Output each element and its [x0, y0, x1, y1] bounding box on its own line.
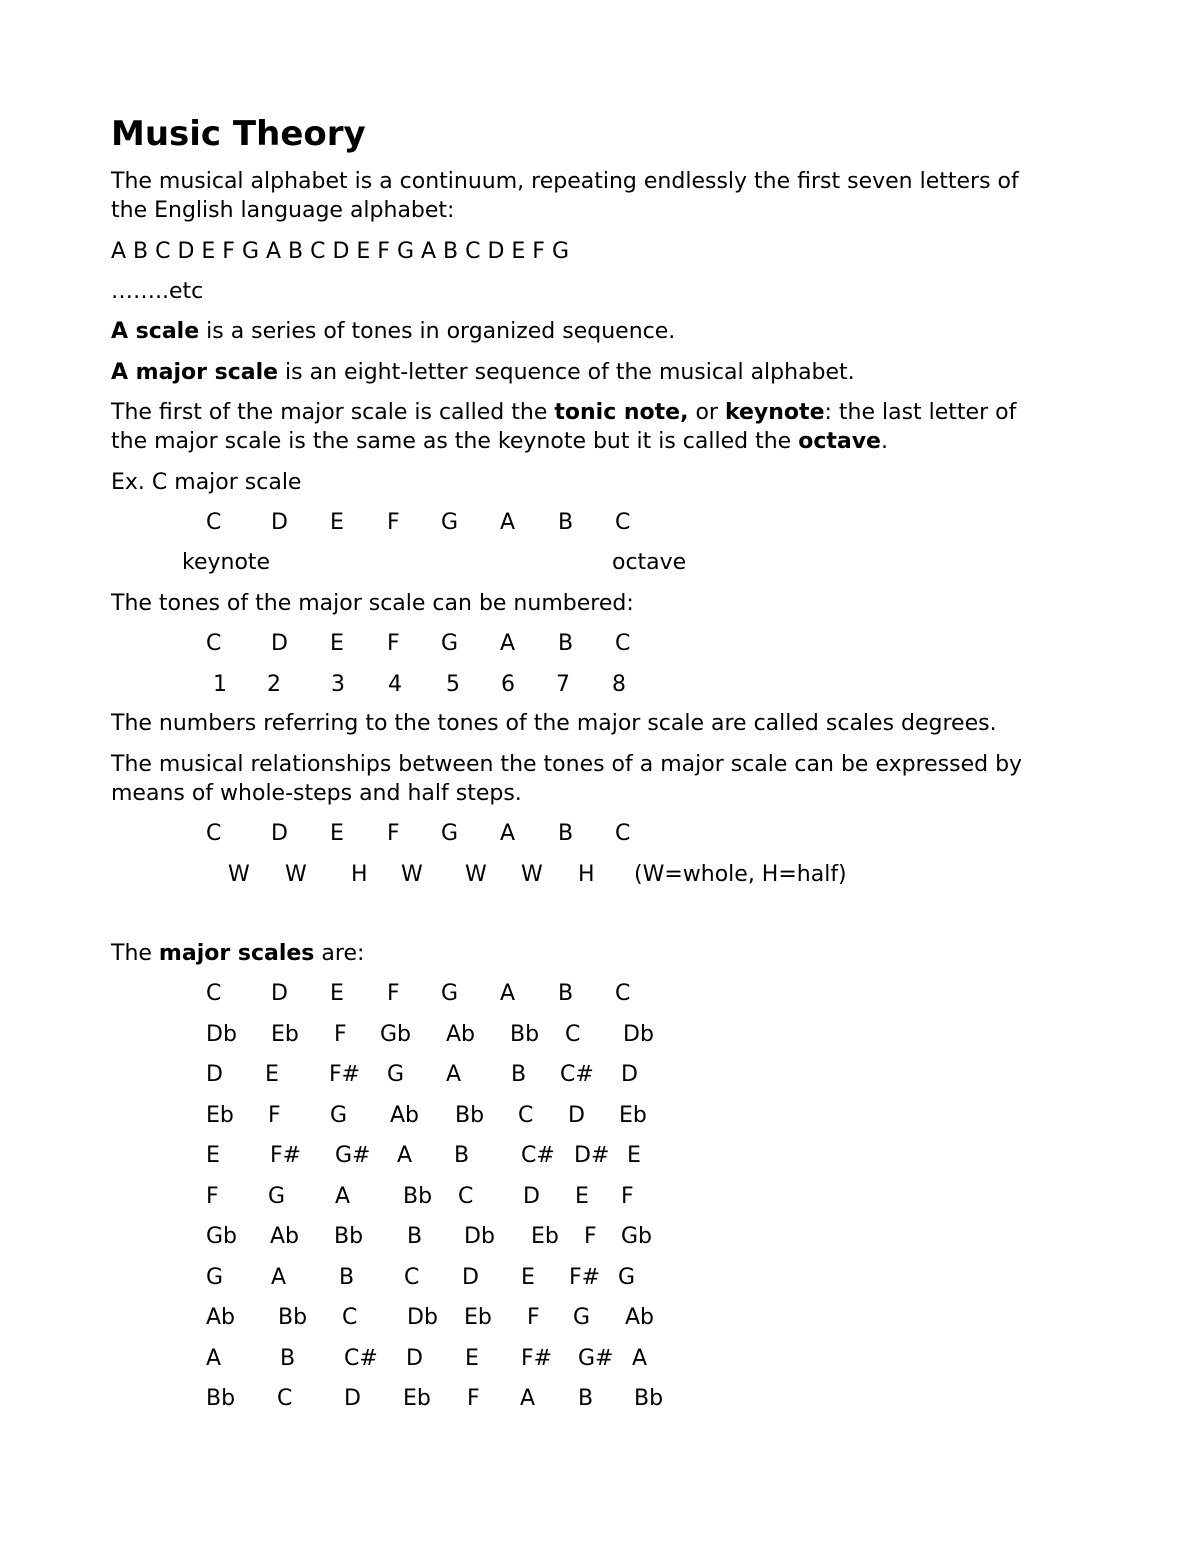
major-scale-definition — [111, 358, 855, 387]
scale-note-cell: D — [206, 1062, 223, 1087]
scale-note-cell: E — [265, 1062, 279, 1087]
note-cell: D — [271, 821, 288, 846]
etc-text: ……..etc — [111, 279, 204, 304]
note-cell: F — [387, 510, 400, 535]
scale-note-cell: A — [520, 1386, 536, 1411]
scale-note-cell: C# — [521, 1143, 555, 1168]
tonic-note-term: tonic note, — [554, 400, 689, 425]
note-cell: C — [206, 631, 222, 656]
scale-note-cell: Bb — [278, 1305, 308, 1330]
scale-note-cell: Db — [407, 1305, 438, 1330]
scale-note-cell: B — [339, 1265, 355, 1290]
scale-note-cell: E — [465, 1346, 479, 1371]
scale-note-cell: B — [558, 981, 574, 1006]
scale-definition — [111, 317, 675, 346]
tonic-line-2 — [111, 427, 888, 456]
scale-note-cell: D# — [574, 1143, 610, 1168]
scale-note-cell: F# — [569, 1265, 601, 1290]
note-cell: A — [500, 821, 516, 846]
note-cell: G — [441, 631, 459, 656]
scale-note-cell: A — [206, 1346, 222, 1371]
scale-note-cell: A — [500, 981, 516, 1006]
steps-legend: (W=whole, H=half) — [634, 862, 847, 887]
octave-term: octave — [798, 429, 881, 454]
scale-definition-text: is a series of tones in organized sequence. — [199, 319, 676, 344]
tonic-text-4: the major scale is the same as the keynote but it is called the — [111, 429, 799, 454]
step-cell: W — [521, 862, 543, 887]
scale-note-cell: G — [387, 1062, 405, 1087]
note-cell: D — [271, 631, 288, 656]
degree-cell: 3 — [331, 672, 345, 697]
scale-note-cell: F — [467, 1386, 480, 1411]
major-scales-term: major scales — [158, 941, 315, 966]
scale-note-cell: Ab — [625, 1305, 655, 1330]
scale-note-cell: C — [458, 1184, 474, 1209]
scale-note-cell: F — [584, 1224, 597, 1249]
note-cell: E — [330, 821, 344, 846]
scale-note-cell: Gb — [621, 1224, 653, 1249]
note-cell: C — [615, 821, 631, 846]
scale-note-cell: A — [632, 1346, 648, 1371]
scale-note-cell: G — [330, 1103, 348, 1128]
major-scales-intro-text-2: are: — [314, 941, 365, 966]
octave-label: octave — [612, 550, 687, 575]
scale-note-cell: E — [330, 981, 344, 1006]
scale-note-cell: Bb — [334, 1224, 364, 1249]
scale-note-cell: Eb — [206, 1103, 234, 1128]
note-cell: F — [387, 631, 400, 656]
tonic-text-5: . — [880, 429, 888, 454]
alphabet-sequence: A B C D E F G A B C D E F G A B C D E F G — [111, 239, 570, 264]
scale-note-cell: Ab — [390, 1103, 420, 1128]
scale-note-cell: D — [271, 981, 288, 1006]
scale-note-cell: C — [565, 1022, 581, 1047]
degree-cell: 8 — [612, 672, 626, 697]
scale-note-cell: D — [462, 1265, 479, 1290]
scale-note-cell: C — [277, 1386, 293, 1411]
scale-note-cell: F# — [521, 1346, 553, 1371]
scale-note-cell: F — [387, 981, 400, 1006]
scale-note-cell: B — [511, 1062, 527, 1087]
scale-note-cell: E — [575, 1184, 589, 1209]
scale-note-cell: B — [280, 1346, 296, 1371]
scale-note-cell: F — [334, 1022, 347, 1047]
note-cell: A — [500, 631, 516, 656]
note-cell: C — [615, 631, 631, 656]
scale-note-cell: Eb — [531, 1224, 559, 1249]
note-cell: C — [615, 510, 631, 535]
major-scale-definition-text: is an eight-letter sequence of the musical alphabet. — [278, 360, 855, 385]
note-cell: B — [558, 631, 574, 656]
scale-note-cell: G — [573, 1305, 591, 1330]
scale-note-cell: F — [527, 1305, 540, 1330]
scale-note-cell: B — [407, 1224, 423, 1249]
scale-note-cell: Eb — [403, 1386, 431, 1411]
degree-cell: 4 — [388, 672, 402, 697]
scale-note-cell: C — [404, 1265, 420, 1290]
scale-note-cell: E — [206, 1143, 220, 1168]
scale-note-cell: F# — [270, 1143, 302, 1168]
page-title: Music Theory — [111, 114, 366, 154]
scale-note-cell: G# — [335, 1143, 371, 1168]
scale-note-cell: A — [397, 1143, 413, 1168]
intro-line-1: The musical alphabet is a continuum, repeating endlessly the first seven letters of — [111, 169, 1019, 194]
scale-note-cell: Bb — [455, 1103, 485, 1128]
note-cell: E — [330, 510, 344, 535]
scale-note-cell: C# — [344, 1346, 378, 1371]
scale-note-cell: Gb — [380, 1022, 412, 1047]
scale-note-cell: F — [621, 1184, 634, 1209]
scale-note-cell: Bb — [206, 1386, 236, 1411]
scale-note-cell: B — [454, 1143, 470, 1168]
step-cell: H — [351, 862, 368, 887]
scale-note-cell: A — [271, 1265, 287, 1290]
scale-note-cell: C — [518, 1103, 534, 1128]
tonic-text-1: The first of the major scale is called the — [111, 400, 555, 425]
intro-line-2: the English language alphabet: — [111, 198, 455, 223]
scale-term: A scale — [111, 319, 200, 344]
scale-note-cell: Db — [464, 1224, 495, 1249]
scale-note-cell: A — [446, 1062, 462, 1087]
scale-note-cell: E — [627, 1143, 641, 1168]
scale-note-cell: F# — [329, 1062, 361, 1087]
note-cell: G — [441, 821, 459, 846]
step-cell: W — [465, 862, 487, 887]
note-cell: B — [558, 821, 574, 846]
scale-note-cell: Bb — [403, 1184, 433, 1209]
scale-note-cell: A — [335, 1184, 351, 1209]
degree-cell: 7 — [556, 672, 570, 697]
scale-note-cell: G# — [578, 1346, 614, 1371]
note-cell: E — [330, 631, 344, 656]
scale-note-cell: F — [206, 1184, 219, 1209]
scale-note-cell: Bb — [510, 1022, 540, 1047]
scale-note-cell: Bb — [634, 1386, 664, 1411]
note-cell: F — [387, 821, 400, 846]
keynote-label: keynote — [182, 550, 271, 575]
scale-note-cell: Ab — [206, 1305, 236, 1330]
tonic-line-1 — [111, 398, 1016, 427]
major-scales-intro-text-1: The — [111, 941, 159, 966]
scale-note-cell: Eb — [464, 1305, 492, 1330]
scale-note-cell: C — [615, 981, 631, 1006]
step-cell: W — [401, 862, 423, 887]
note-cell: C — [206, 821, 222, 846]
scale-note-cell: G — [206, 1265, 224, 1290]
scale-note-cell: Eb — [619, 1103, 647, 1128]
scale-note-cell: Gb — [206, 1224, 238, 1249]
note-cell: G — [441, 510, 459, 535]
note-cell: B — [558, 510, 574, 535]
step-cell: W — [228, 862, 250, 887]
scale-note-cell: Db — [623, 1022, 654, 1047]
tonic-text-2: or — [688, 400, 725, 425]
scale-note-cell: D — [621, 1062, 638, 1087]
example-label: Ex. C major scale — [111, 470, 302, 495]
degree-cell: 5 — [446, 672, 460, 697]
scale-note-cell: D — [523, 1184, 540, 1209]
scale-note-cell: Ab — [446, 1022, 476, 1047]
scale-note-cell: D — [406, 1346, 423, 1371]
scale-note-cell: D — [344, 1386, 361, 1411]
scale-note-cell: Db — [206, 1022, 237, 1047]
degrees-text: The numbers referring to the tones of the major scale are called scales degrees. — [111, 711, 997, 736]
keynote-term: keynote — [724, 400, 825, 425]
step-cell: H — [578, 862, 595, 887]
scale-note-cell: G — [441, 981, 459, 1006]
steps-intro-line-2: means of whole-steps and half steps. — [111, 781, 522, 806]
degree-cell: 1 — [213, 672, 227, 697]
scale-note-cell: Ab — [270, 1224, 300, 1249]
scale-note-cell: D — [568, 1103, 585, 1128]
numbered-intro: The tones of the major scale can be numbered: — [111, 591, 634, 616]
scale-note-cell: B — [578, 1386, 594, 1411]
note-cell: D — [271, 510, 288, 535]
major-scale-term: A major scale — [111, 360, 279, 385]
steps-intro-line-1: The musical relationships between the tones of a major scale can be expressed by — [111, 752, 1023, 777]
scale-note-cell: G — [618, 1265, 636, 1290]
degree-cell: 2 — [267, 672, 281, 697]
note-cell: C — [206, 510, 222, 535]
scale-note-cell: C — [342, 1305, 358, 1330]
scale-note-cell: C — [206, 981, 222, 1006]
scale-note-cell: G — [268, 1184, 286, 1209]
scale-note-cell: F — [268, 1103, 281, 1128]
major-scales-intro — [111, 939, 364, 968]
scale-note-cell: Eb — [271, 1022, 299, 1047]
tonic-text-3: : the last letter of — [824, 400, 1017, 425]
scale-note-cell: C# — [560, 1062, 594, 1087]
degree-cell: 6 — [501, 672, 515, 697]
step-cell: W — [285, 862, 307, 887]
note-cell: A — [500, 510, 516, 535]
scale-note-cell: E — [521, 1265, 535, 1290]
